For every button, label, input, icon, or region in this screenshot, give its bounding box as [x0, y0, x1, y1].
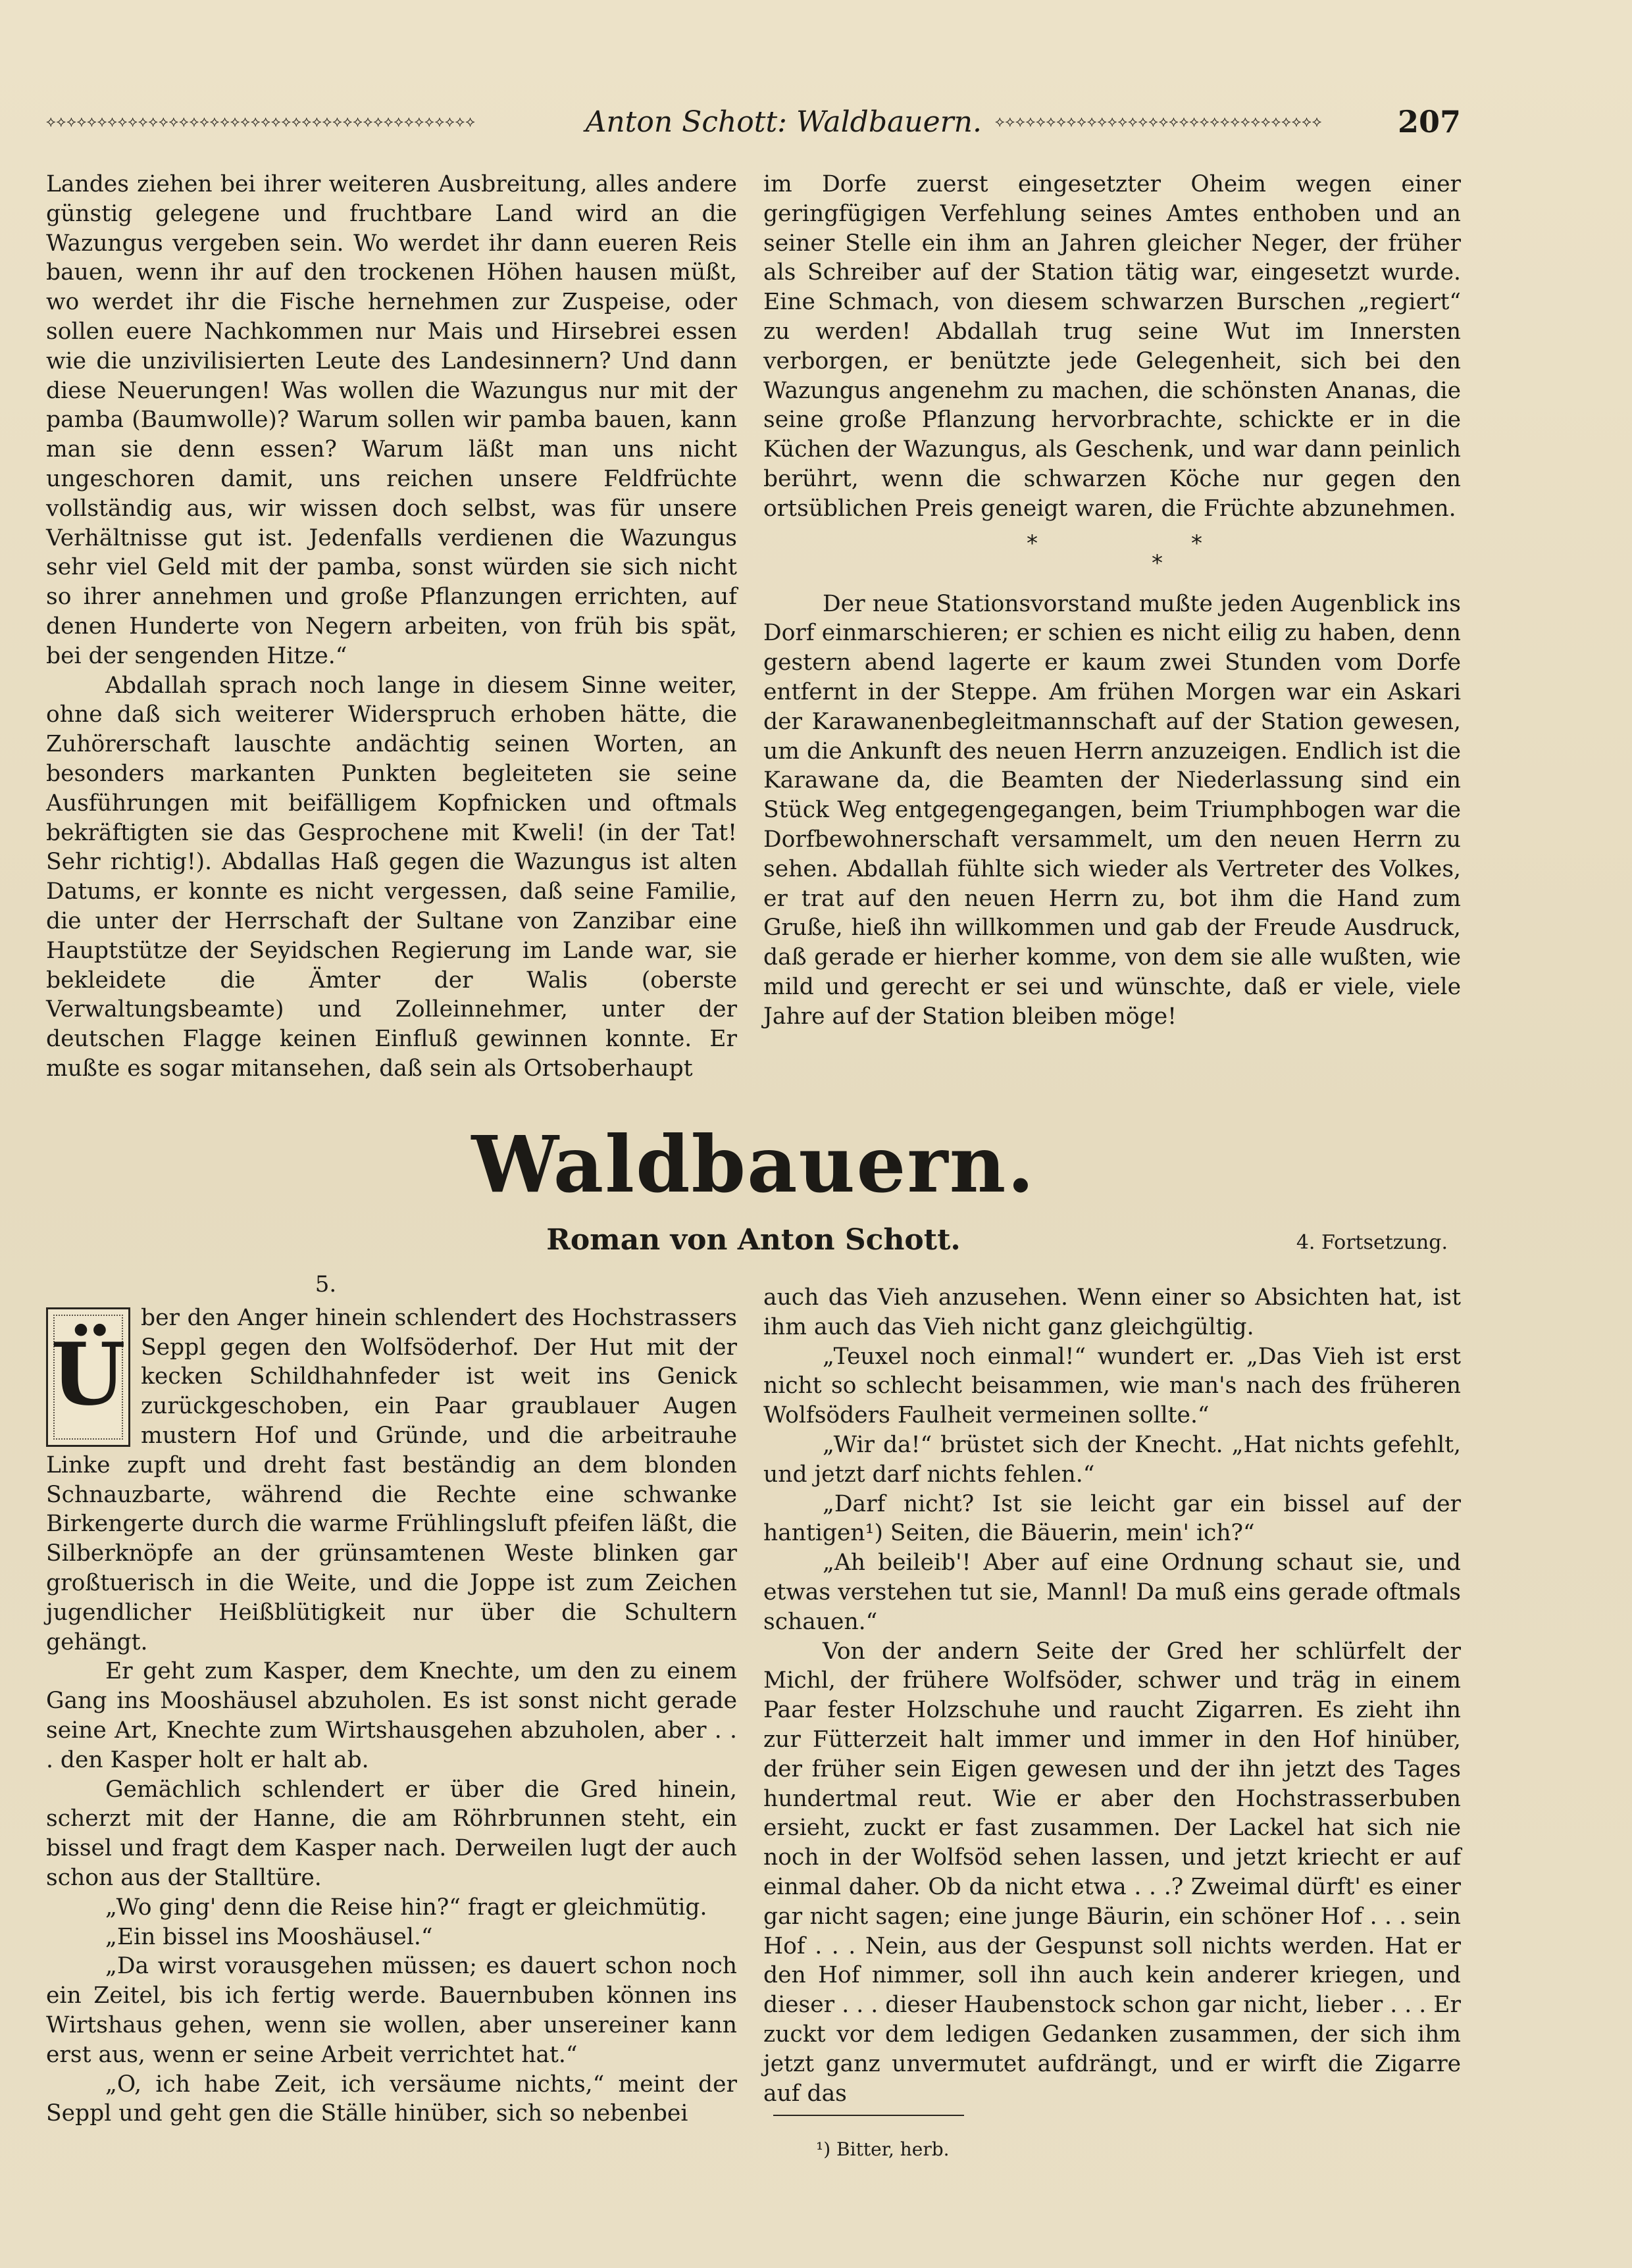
paragraph: Von der andern Seite der Gred her schlürfelt der Michl, der frühere Wolfsöder, schwer und träg in einem Paar fester Holzschuhe und raucht Zigarren. Es zieht ihn zur Fütterzeit halt immer und immer in den Hof hinüber, der früher sein Eigen gewesen und der ihn jetzt des Tages hundertmal reut. Wie er aber den Hochstrasserbuben ersieht, zuckt er fast zusammen. Der Lackel hat sich nie noch in der Wolfsöd sehen lassen, und jetzt kriecht er auf einmal daher. Ob da nicht etwa . . .? Zweimal dürft' es einer gar nicht sagen; eine junge Bäurin, ein schöner Hof . . . sein Hof . . . Nein, aus der Gespunst soll nichts werden. Hat er den Hof nimmer, soll ihn auch kein anderer kriegen, und dieser . . . dieser Haubenstock schon gar nicht, lieber . . . Er zuckt vor dem ledigen Gedanken zusammen, der sich ihm jetzt ganz unvermutet aufdrängt, und er wirft die Zigarre auf das: [763, 1638, 1461, 2107]
paragraph: ber den Anger hinein schlendert des Hochstrassers Seppl gegen den Wolfsöderhof. Der Hut mit der kecken Schildhahnfeder ist weit ins Genick zurückgeschoben, ein Paar graublauer Augen mustern Hof und Gründe, und die arbeitrauhe Linke zupft und dreht fast beständig an dem blonden Schnauzbarte, während die Rechte eine schwanke Birkengerte durch die warme Frühlingsluft pfeifen läßt, die Silberknöpfe an der grünsamtenen Weste blinken gar großtuerisch in die Weite, und die Joppe ist zum Zeichen jugendlicher Heißblütigkeit nur über die Schultern gehängt.: [46, 1304, 737, 1655]
drop-cap-letter: Ü: [51, 1323, 126, 1424]
upper-right-column: [763, 170, 1461, 1032]
running-header: [46, 99, 1461, 145]
paragraph: „Da wirst vorausgehen müssen; es dauert schon noch ein Zeitel, bis ich fertig werde. Bauernbuben können ins Wirtshaus gehen, wenn sie wollen, aber unsereiner kann erst aus, wenn er seine Arbeit verrichtet hat.“: [46, 1953, 737, 2068]
story-title: Waldbauern.: [471, 1119, 1036, 1210]
asterisk: *: [1152, 549, 1163, 576]
page-number: 207: [1397, 104, 1461, 139]
paragraph: „Wo ging' denn die Reise hin?“ fragt er gleichmütig.: [105, 1894, 707, 1921]
paragraph: „Teuxel noch einmal!“ wundert er. „Das Vieh ist erst nicht so schlecht beisammen, wie man's nach des früheren Wolfsöders Faulheit vermeinen sollte.“: [763, 1343, 1461, 1429]
story-subtitle: Roman von Anton Schott.: [546, 1223, 961, 1257]
installment-label: 4. Fortsetzung.: [1296, 1231, 1448, 1254]
section-break: [763, 524, 1461, 590]
paragraph: im Dorfe zuerst eingesetzter Oheim wegen einer geringfügigen Verfehlung seines Amtes enthoben und an seiner Stelle ein ihm an Jahren gleicher Neger, der früher als Schreiber auf der Station tätig war, eingesetzt wurde. Eine Schmach, von diesem schwarzen Burschen „regiert“ zu werden! Abdallah trug seine Wut im Innersten verborgen, er benützte jede Gelegenheit, sich bei den Wazungus angenehm zu machen, die schönsten Ananas, die seine große Pflanzung hervorbrachte, schickte er in die Küchen der Wazungus, als Geschenk, und war dann peinlich berührt, wenn die schwarzen Köche nur gegen den ortsüblichen Preis geneigt waren, die Früchte abzunehmen.: [763, 171, 1461, 522]
paragraph: „O, ich habe Zeit, ich versäume nichts,“ meint der Seppl und geht gen die Ställe hinüber, sich so nebenbei: [46, 2071, 737, 2127]
lower-right-column: [763, 1283, 1461, 2108]
paragraph: Abdallah sprach noch lange in diesem Sinne weiter, ohne daß sich weiterer Widerspruch erhoben hätte, die Zuhörerschaft lauschte andächtig seinen Worten, an besonders markanten Punkten begleiteten sie seine Ausführungen mit beifälligem Kopfnicken und oftmals bekräftigten sie das Gesprochene mit Kweli! (in der Tat! Sehr richtig!). Abdallas Haß gegen die Wazungus ist alten Datums, er konnte es nicht vergessen, daß seine Familie, die unter der Herrschaft der Sultane von Zanzibar eine Hauptstütze der Seyidschen Regierung im Lande war, sie bekleidete die Ämter der Walis (oberste Verwaltungsbeamte) und Zolleinnehmer, unter der deutschen Flagge keinen Einfluß gewinnen konnte. Er mußte es sogar mitansehen, daß sein als Ortsoberhaupt: [46, 672, 737, 1082]
paragraph: Landes ziehen bei ihrer weiteren Ausbreitung, alles andere günstig gelegene und fruchtbare Land wird an die Wazungus vergeben sein. Wo werdet ihr dann eueren Reis bauen, wenn ihr auf den trockenen Höhen hausen müßt, wo werdet ihr die Fische hernehmen zur Zuspeise, oder sollen euere Nachkommen nur Mais und Hirsebrei essen wie die unzivilisierten Leute des Landesinnern? Und dann diese Neuerungen! Was wollen die Wazungus nur mit der pamba (Baumwolle)? Warum sollen wir pamba bauen, kann man sie denn essen? Warum läßt man uns nicht ungeschoren damit, uns reichen unsere Feldfrüchte vollständig aus, wir wissen doch selbst, was für unsere Verhältnisse gut ist. Jedenfalls verdienen die Wazungus sehr viel Geld mit der pamba, sonst würden sie sich nicht so ihrer annehmen und große Pflanzungen errichten, auf denen Hunderte von Negern arbeiten, von früh bis spät, bei der sengenden Hitze.“: [46, 171, 737, 669]
footnote: ¹) Bitter, herb.: [816, 2138, 950, 2160]
asterisk: *: [1027, 530, 1038, 557]
lower-left-column: [46, 1270, 737, 2129]
paragraph: „Darf nicht? Ist sie leicht gar ein bissel auf der hantigen¹) Seiten, die Bäuerin, mein' ich?“: [763, 1490, 1461, 1547]
drop-cap: [46, 1307, 130, 1447]
paragraph: „Ah beileib'! Aber auf eine Ordnung schaut sie, und etwas verstehen tut sie, Mannl! Da muß eins gerade oftmals schauen.“: [763, 1550, 1461, 1635]
subtitle-row: [46, 1223, 1461, 1276]
upper-left-column: [46, 170, 737, 1084]
chapter-number: 5.: [315, 1271, 337, 1298]
footnote-rule: [773, 2115, 964, 2116]
paragraph: auch das Vieh anzusehen. Wenn einer so Absichten hat, ist ihm auch das Vieh nicht ganz gleichgültig.: [763, 1284, 1461, 1340]
asterisk: *: [1191, 530, 1202, 557]
paragraph: Der neue Stationsvorstand mußte jeden Augenblick ins Dorf einmarschieren; er schien es nicht eilig zu haben, denn gestern abend lagerte er kaum zwei Stunden vom Dorfe entfernt in der Steppe. Am frühen Morgen war ein Askari der Karawanenbegleitmannschaft auf der Station gewesen, um die Ankunft des neuen Herrn anzuzeigen. Endlich ist die Karawane da, die Beamten der Niederlassung sind ein Stück Weg entgegengegangen, beim Triumphbogen war die Dorfbewohnerschaft versammelt, um den neuen Herrn zu sehen. Abdallah fühlte sich wieder als Vertreter des Volkes, er trat auf den neuen Herrn zu, bot ihm die Hand zum Gruße, hieß ihn willkommen und gab der Freude Ausdruck, daß gerade er hierher komme, von dem sie alle wußten, wie mild und gerecht er sei und wünschte, daß er viele, viele Jahre auf der Station bleiben möge!: [763, 590, 1461, 1030]
header-ornament-right: ⟡⟡⟡⟡⟡⟡⟡⟡⟡⟡⟡⟡⟡⟡⟡⟡⟡⟡⟡⟡⟡⟡⟡⟡⟡⟡⟡⟡⟡⟡⟡⟡: [994, 113, 1323, 130]
header-ornament-left: ⟡⟡⟡⟡⟡⟡⟡⟡⟡⟡⟡⟡⟡⟡⟡⟡⟡⟡⟡⟡⟡⟡⟡⟡⟡⟡⟡⟡⟡⟡⟡⟡⟡⟡⟡⟡⟡⟡⟡⟡⟡⟡: [46, 113, 476, 130]
paragraph: „Wir da!“ brüstet sich der Knecht. „Hat nichts gefehlt, und jetzt darf nichts fehlen.“: [763, 1431, 1461, 1488]
paragraph: Gemächlich schlendert er über die Gred hinein, scherzt mit der Hanne, die am Röhrbrunnen steht, ein bissel und fragt dem Kasper nach. Derweilen lugt der auch schon aus der Stalltüre.: [46, 1776, 737, 1891]
paragraph: „Ein bissel ins Mooshäusel.“: [105, 1923, 433, 1950]
story-title-block: [46, 1119, 1461, 1276]
running-title: Anton Schott: Waldbauern.: [585, 105, 982, 139]
paragraph: Er geht zum Kasper, dem Knechte, um den zu einem Gang ins Mooshäusel abzuholen. Es ist sonst nicht gerade seine Art, Knechte zum Wirtshausgehen abzuholen, aber . . . den Kasper holt er halt ab.: [46, 1658, 737, 1773]
